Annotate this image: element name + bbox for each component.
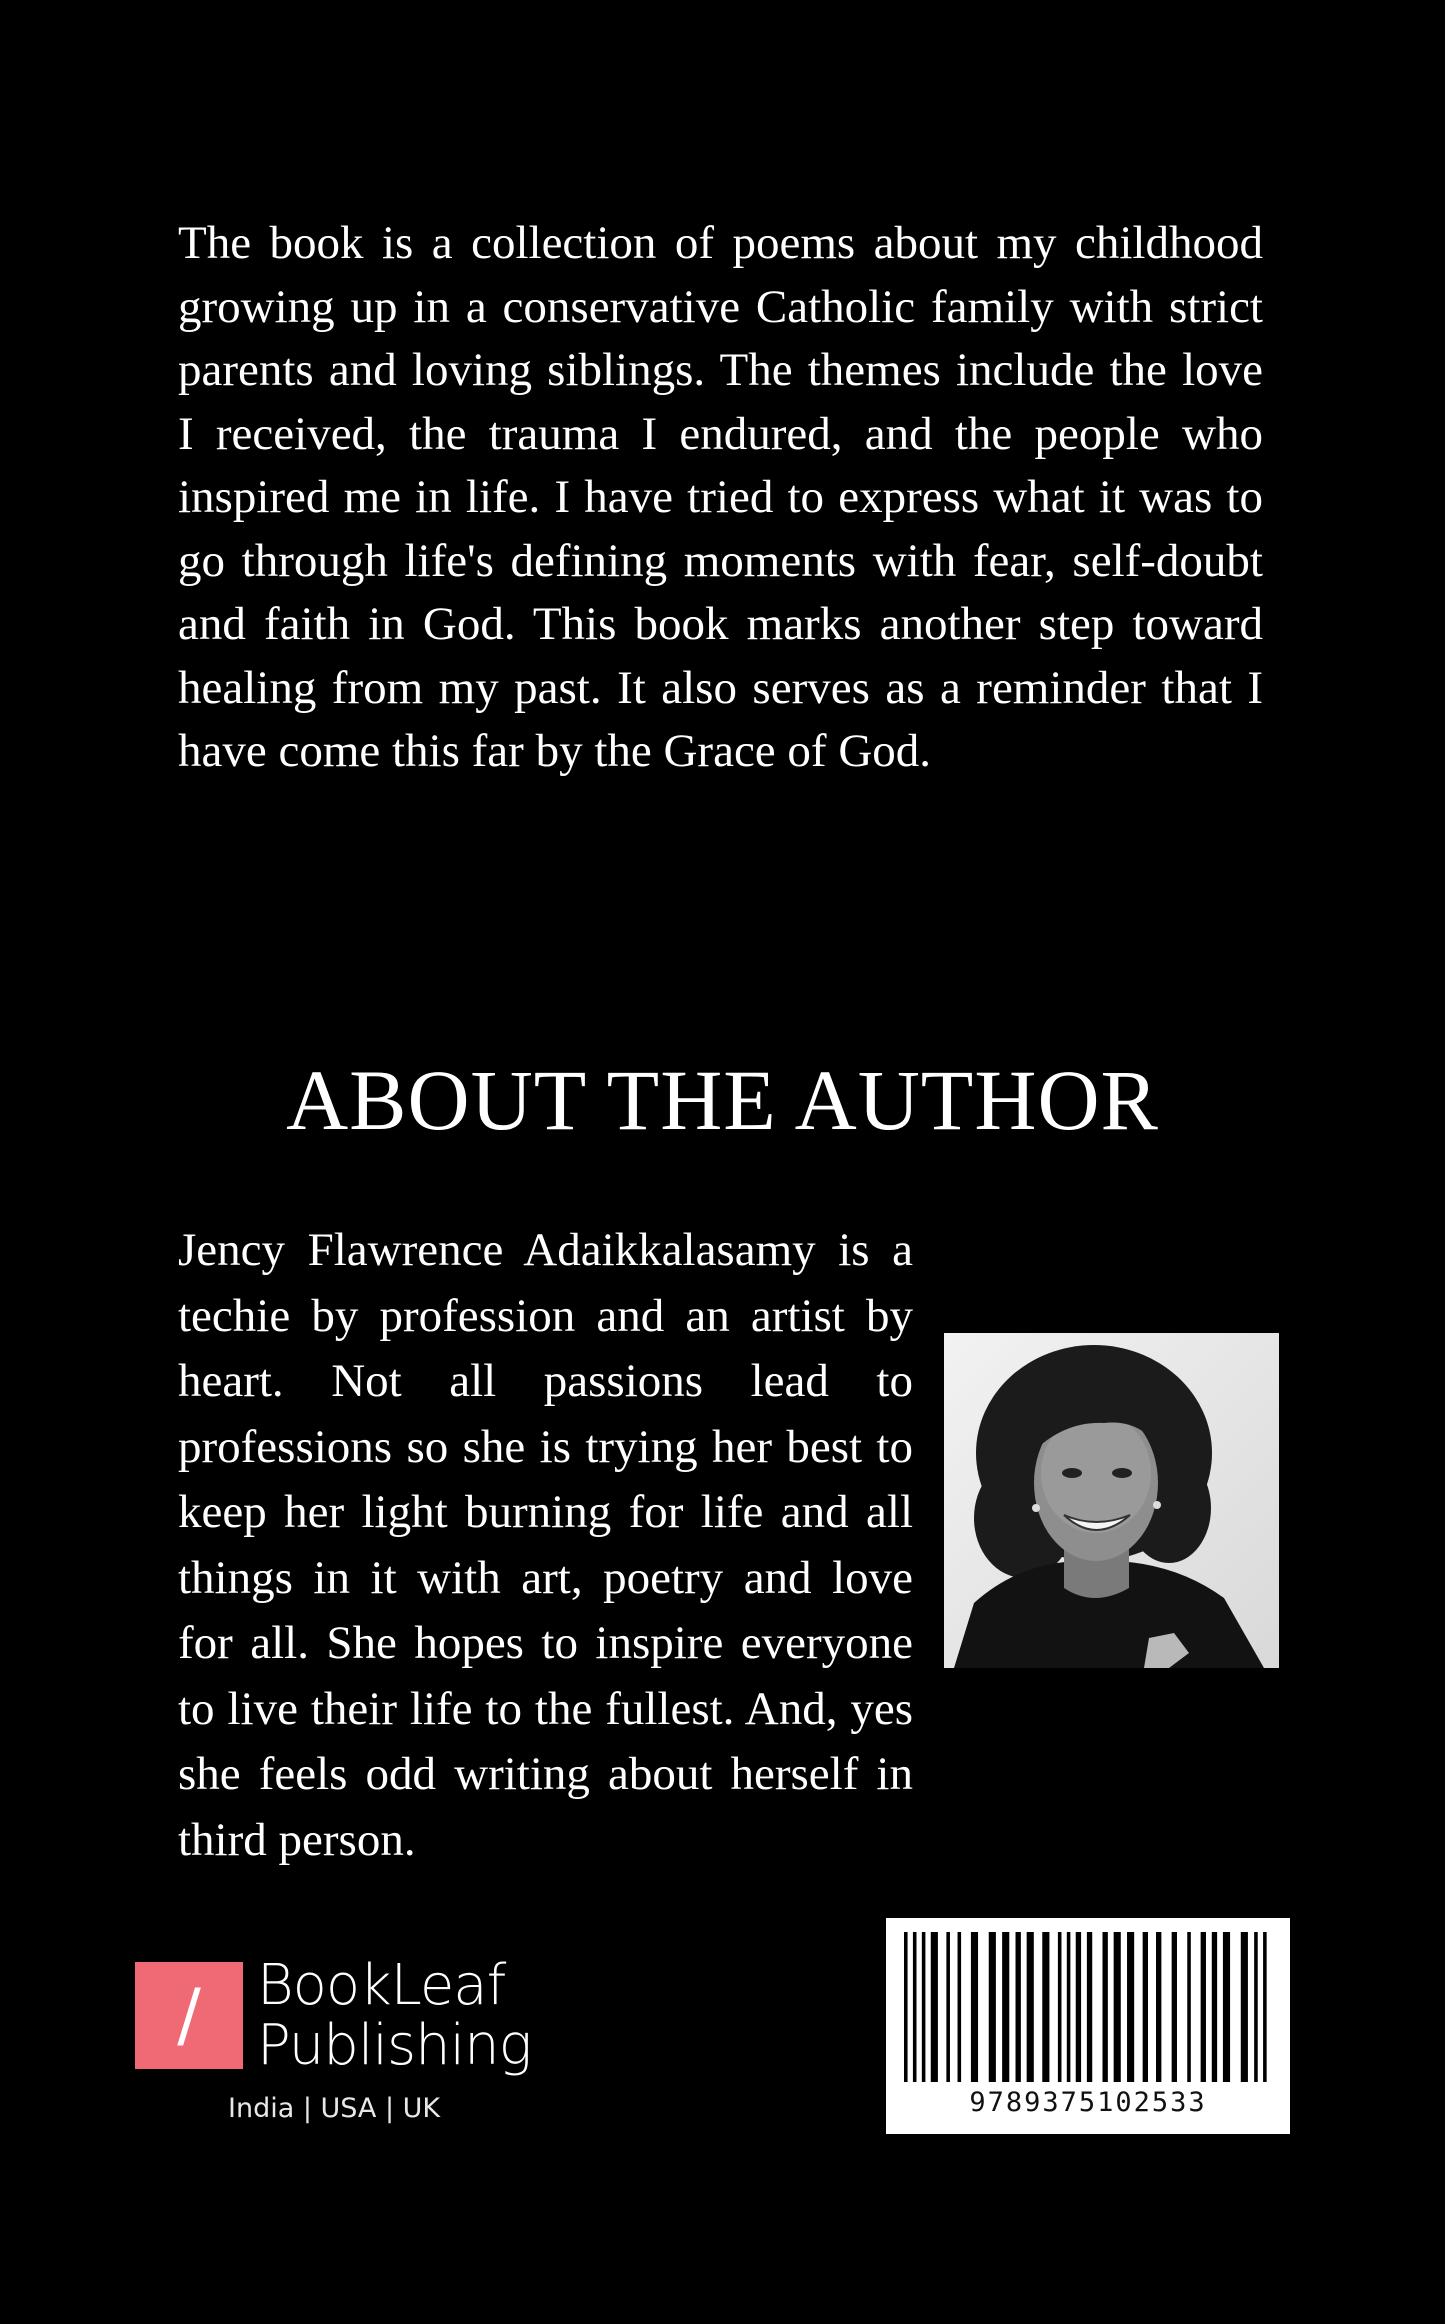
- barcode-bar: [1016, 1932, 1021, 2082]
- barcode-bar: [1087, 1932, 1092, 2082]
- barcode-bar: [1067, 1932, 1071, 2082]
- barcode-bar: [1042, 1932, 1049, 2082]
- barcode-bar: [1114, 1932, 1121, 2082]
- barcode-bar: [1143, 1932, 1148, 2082]
- barcode-bar: [1172, 1932, 1177, 2082]
- barcode-bar: [1103, 1932, 1108, 2082]
- barcode-bar: [1263, 1932, 1267, 2082]
- barcode-bar: [1058, 1932, 1062, 2082]
- author-bio: Jency Flawrence Adaikkalasamy is a techie by profession and an artist by heart. Not all passions lead to professions so she is trying her best to keep her light burning for life and all things in it with art, poetry and love for all. She hopes to inspire everyone to live their life to the fullest. And, yes she feels odd writing about herself in third person.: [178, 1224, 913, 1866]
- barcode-bar: [989, 1932, 996, 2082]
- barcode-bar: [946, 1932, 950, 2082]
- author-photo: [944, 1333, 1279, 1668]
- barcode-bar: [1223, 1932, 1230, 2082]
- barcode-bar: [1002, 1932, 1009, 2082]
- barcode-bars: [904, 1932, 1272, 2082]
- book-blurb: The book is a collection of poems about my childhood growing up in a conservative Catholic family with strict parents and loving siblings. The themes include the love I received, the trauma I endured, and the people who inspired me in life. I have tried to express what it was to go through life's defining moments with fear, self-doubt and faith in God. This book marks another step toward healing from my past. It also serves as a reminder that I have come this far by the Grace of God.: [178, 217, 1263, 777]
- barcode-bar: [1254, 1932, 1258, 2082]
- author-portrait-image: [944, 1333, 1279, 1668]
- barcode-bar: [1241, 1932, 1248, 2082]
- barcode-bar: [922, 1932, 926, 2082]
- barcode-bar: [931, 1932, 938, 2082]
- barcode-bar: [1027, 1932, 1034, 2082]
- barcode-bar: [1201, 1932, 1206, 2082]
- isbn-number: 9789375102533: [969, 2087, 1207, 2118]
- publisher-regions: India | USA | UK: [228, 2093, 441, 2124]
- barcode-bar: [904, 1932, 908, 2082]
- about-author-heading: ABOUT THE AUTHOR: [286, 1052, 1159, 1148]
- isbn-barcode: [886, 1918, 1290, 2134]
- publisher-logo-mark: [135, 1962, 243, 2069]
- barcode-bar: [913, 1932, 917, 2082]
- barcode-bar: [1127, 1932, 1134, 2082]
- barcode-bar: [1156, 1932, 1161, 2082]
- barcode-bar: [958, 1932, 962, 2082]
- publisher-name-line2: Publishing: [257, 2013, 532, 2078]
- publisher-name-line1: BookLeaf: [257, 1953, 506, 2018]
- barcode-bar: [1076, 1932, 1081, 2082]
- barcode-bar: [971, 1932, 978, 2082]
- barcode-bar: [1212, 1932, 1217, 2082]
- slash-icon: /: [177, 1974, 201, 2056]
- barcode-bar: [1187, 1932, 1191, 2082]
